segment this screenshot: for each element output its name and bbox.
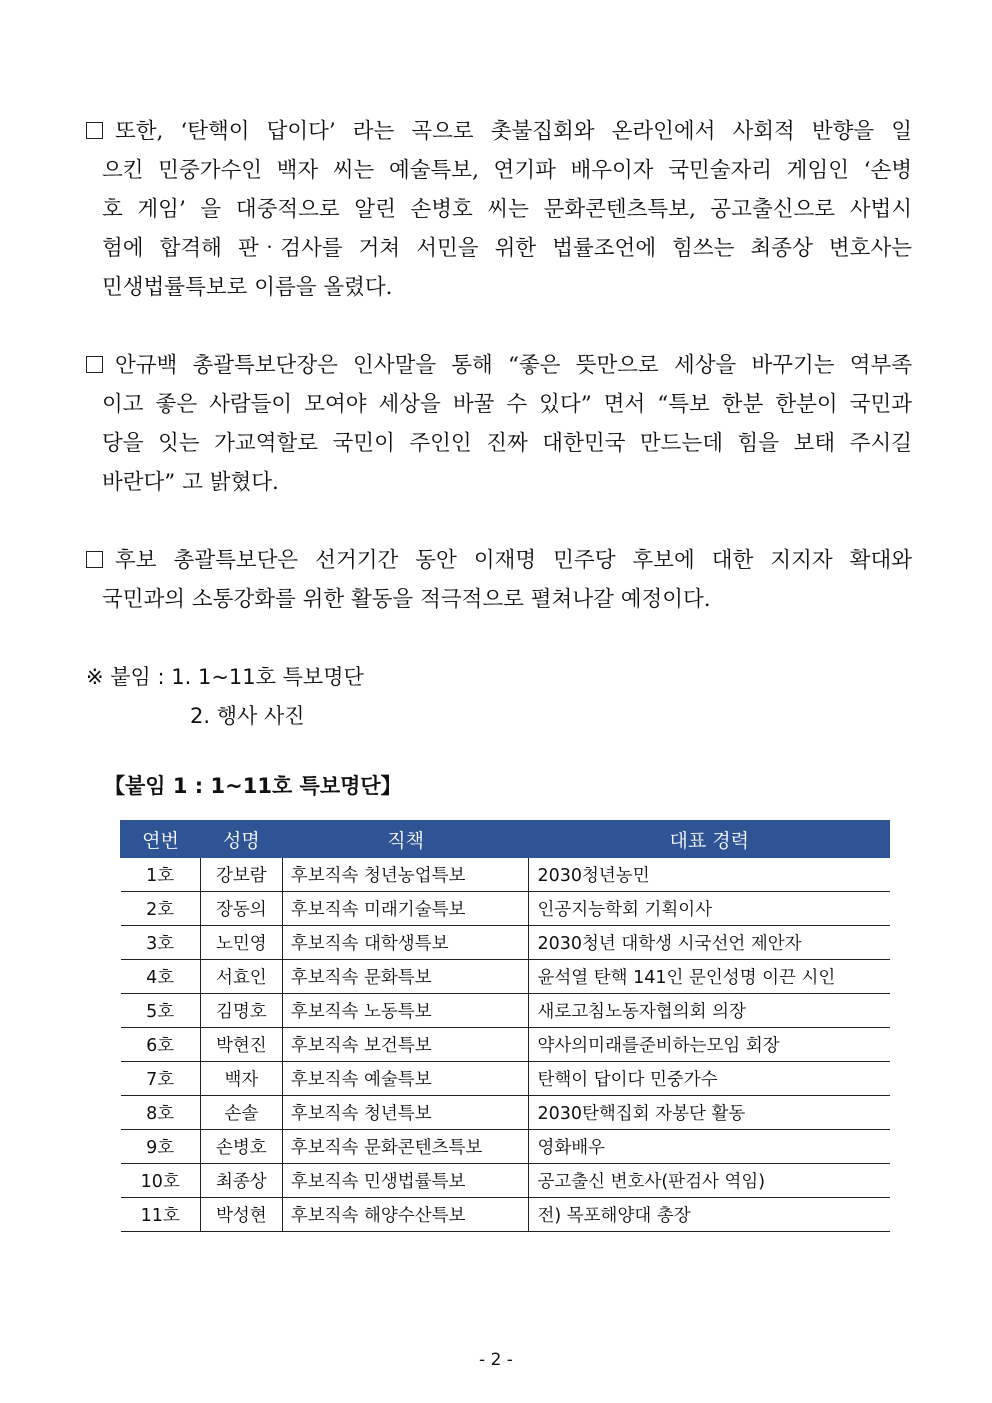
cell-position: 후보직속 문화특보 — [282, 960, 529, 994]
checkbox-bullet-icon — [86, 356, 103, 373]
cell-number: 1호 — [121, 858, 201, 892]
header-name: 성명 — [200, 821, 282, 858]
cell-number: 3호 — [121, 926, 201, 960]
paragraph-3 — [86, 541, 912, 619]
cell-name: 서효인 — [200, 960, 282, 994]
cell-career: 새로고침노동자협의회 의장 — [529, 994, 890, 1028]
paragraph-line: 당을 잇는 가교역할로 국민이 주인인 진짜 대한민국 만드는데 힘을 보태 주시길 — [102, 431, 912, 456]
cell-name: 장동의 — [200, 892, 282, 926]
table-row — [121, 1062, 890, 1096]
cell-career: 약사의미래를준비하는모임 회장 — [529, 1028, 890, 1062]
table-row — [121, 1198, 890, 1232]
attachment-line-1: ※ 붙임 : 1. 1~11호 특보명단 — [86, 665, 364, 689]
header-position: 직책 — [282, 821, 529, 858]
cell-career: 윤석열 탄핵 141인 문인성명 이끈 시인 — [529, 960, 890, 994]
header-career: 대표 경력 — [529, 821, 890, 858]
cell-number: 2호 — [121, 892, 201, 926]
paragraph-line: 호 게임’ 을 대중적으로 알린 손병호 씨는 문화콘텐츠특보, 공고출신으로 사법시 — [102, 197, 912, 222]
table-row — [121, 1130, 890, 1164]
cell-career: 영화배우 — [529, 1130, 890, 1164]
cell-name: 박성현 — [200, 1198, 282, 1232]
cell-position: 후보직속 미래기술특보 — [282, 892, 529, 926]
cell-position: 후보직속 청년농업특보 — [282, 858, 529, 892]
cell-number: 9호 — [121, 1130, 201, 1164]
table-row — [121, 1164, 890, 1198]
cell-position: 후보직속 노동특보 — [282, 994, 529, 1028]
cell-name: 박현진 — [200, 1028, 282, 1062]
paragraph-line: 이고 좋은 사람들이 모여야 세상을 바꿀 수 있다” 면서 “특보 한분 한분이 국민과 — [102, 392, 912, 417]
cell-position: 후보직속 보건특보 — [282, 1028, 529, 1062]
paragraph-line: 후보 총괄특보단은 선거기간 동안 이재명 민주당 후보에 대한 지지자 확대와 — [115, 548, 912, 573]
roster-table — [120, 820, 890, 1232]
cell-career: 탄핵이 답이다 민중가수 — [529, 1062, 890, 1096]
page-number: - 2 - — [479, 1350, 513, 1370]
table-row — [121, 994, 890, 1028]
cell-number: 7호 — [121, 1062, 201, 1096]
cell-name: 노민영 — [200, 926, 282, 960]
cell-name: 손솔 — [200, 1096, 282, 1130]
table-row — [121, 1096, 890, 1130]
cell-name: 김명호 — [200, 994, 282, 1028]
cell-number: 4호 — [121, 960, 201, 994]
cell-position: 후보직속 대학생특보 — [282, 926, 529, 960]
cell-name: 백자 — [200, 1062, 282, 1096]
paragraph-line: 국민과의 소통강화를 위한 활동을 적극적으로 펼쳐나갈 예정이다. — [102, 587, 711, 612]
checkbox-bullet-icon — [86, 551, 103, 568]
cell-position: 후보직속 민생법률특보 — [282, 1164, 529, 1198]
paragraph-1 — [86, 112, 912, 307]
table-header-row — [121, 821, 890, 858]
cell-position: 후보직속 해양수산특보 — [282, 1198, 529, 1232]
paragraph-line: 험에 합격해 판‧검사를 거쳐 서민을 위한 법률조언에 힘쓰는 최종상 변호사는 — [102, 236, 912, 261]
cell-position: 후보직속 예술특보 — [282, 1062, 529, 1096]
cell-number: 10호 — [121, 1164, 201, 1198]
paragraph-line: 또한, ‘탄핵이 답이다’ 라는 곡으로 촛불집회와 온라인에서 사회적 반향을 일 — [115, 119, 912, 144]
paragraph-line: 바란다” 고 밝혔다. — [102, 470, 279, 495]
paragraph-line: 안규백 총괄특보단장은 인사말을 통해 “좋은 뜻만으로 세상을 바꾸기는 역부족 — [115, 353, 912, 378]
attachment-line-2: 2. 행사 사진 — [190, 704, 305, 728]
paragraph-2 — [86, 346, 912, 502]
cell-number: 8호 — [121, 1096, 201, 1130]
cell-name: 손병호 — [200, 1130, 282, 1164]
paragraph-line: 으킨 민중가수인 백자 씨는 예술특보, 연기파 배우이자 국민술자리 게임인 ‘손병 — [102, 158, 912, 183]
table-row — [121, 926, 890, 960]
paragraph-line: 민생법률특보로 이름을 올렸다. — [102, 275, 393, 300]
table-row — [121, 892, 890, 926]
cell-career: 2030탄핵집회 자봉단 활동 — [529, 1096, 890, 1130]
cell-name: 강보람 — [200, 858, 282, 892]
cell-career: 2030청년 대학생 시국선언 제안자 — [529, 926, 890, 960]
checkbox-bullet-icon — [86, 122, 103, 139]
cell-name: 최종상 — [200, 1164, 282, 1198]
cell-career: 공고출신 변호사(판검사 역임) — [529, 1164, 890, 1198]
cell-position: 후보직속 문화콘텐츠특보 — [282, 1130, 529, 1164]
table-row — [121, 1028, 890, 1062]
cell-number: 11호 — [121, 1198, 201, 1232]
table-row — [121, 858, 890, 892]
table-title: 【붙임 1 : 1~11호 특보명단】 — [104, 774, 402, 798]
cell-career: 2030청년농민 — [529, 858, 890, 892]
header-number: 연번 — [121, 821, 201, 858]
cell-career: 인공지능학회 기획이사 — [529, 892, 890, 926]
cell-position: 후보직속 청년특보 — [282, 1096, 529, 1130]
cell-number: 6호 — [121, 1028, 201, 1062]
cell-career: 전) 목포해양대 총장 — [529, 1198, 890, 1232]
cell-number: 5호 — [121, 994, 201, 1028]
table-row — [121, 960, 890, 994]
